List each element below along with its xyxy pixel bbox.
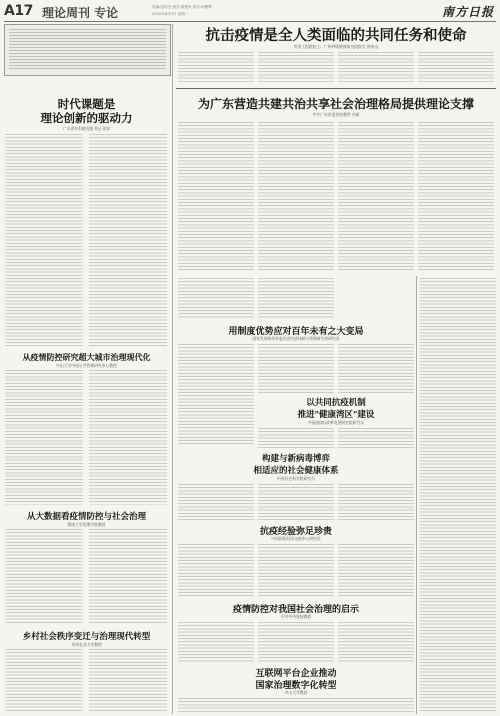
article-body <box>338 52 414 82</box>
article-body <box>258 52 334 82</box>
article-title-internet-1: 互联网平台企业推动 <box>255 669 337 679</box>
article-body <box>338 122 414 272</box>
byline-institutional-advantage: 国家发展和改革委员会经济体制与管理研究所研究员 <box>252 336 340 341</box>
article-body <box>89 370 167 505</box>
article-body <box>258 484 334 520</box>
newspaper-logo: 南方日报 <box>441 5 494 19</box>
article-body <box>338 544 414 598</box>
article-body <box>338 344 414 394</box>
page-number: A17 <box>4 3 33 19</box>
article-body <box>178 278 254 318</box>
article-body <box>178 622 254 662</box>
article-title-big-data: 从大数据看疫情防控与社会治理 <box>26 512 146 522</box>
article-body <box>258 122 334 272</box>
intro-text <box>9 29 166 71</box>
article-title-health-system-1: 构建与新病毒博弈 <box>261 454 330 464</box>
article-body <box>418 122 494 272</box>
article-body <box>178 122 254 272</box>
article-body <box>258 622 334 662</box>
byline-experience: 中国国际经济交流中心研究员 <box>271 536 321 541</box>
masthead <box>4 3 496 22</box>
publication-date: 2020年6月9日 星期一 <box>152 12 189 16</box>
article-body <box>89 529 167 625</box>
article-body <box>89 134 167 346</box>
article-title-health-system-2: 相适应的社会健康体系 <box>253 466 339 476</box>
byline-health-bay: 中国(海南)改革发展研究院研究员 <box>307 420 365 425</box>
article-body <box>258 278 334 318</box>
article-title-rural: 乡村社会秩序变迁与治理现代转型 <box>22 632 151 642</box>
byline-time-issue: 广东省社科联党组书记 张知 <box>63 126 110 131</box>
byline-rural: 华南农业大学教授 <box>71 642 102 647</box>
article-body <box>258 344 334 394</box>
byline-big-data: 暨南大学管理学院教授 <box>67 522 106 527</box>
column-divider <box>172 24 173 714</box>
article-title-time-issue-2: 理论创新的驱动力 <box>40 111 133 125</box>
intro-box <box>4 24 171 76</box>
article-body <box>5 134 83 346</box>
article-body <box>258 544 334 598</box>
article-body <box>5 529 83 625</box>
article-title-time-issue-1: 时代课题是 <box>57 97 116 111</box>
section-divider <box>176 88 496 89</box>
article-body <box>338 622 414 662</box>
article-title-megacity: 从疫情防控研究超大城市治理现代化 <box>22 352 151 362</box>
byline-guangdong-governance: 中共广东省委党校教授 李斌 <box>312 112 360 117</box>
article-body <box>178 544 254 598</box>
article-body <box>178 698 414 712</box>
column-divider <box>416 276 417 714</box>
byline-health-system: 中国社会科学院研究员 <box>277 476 315 481</box>
article-title-guangdong-governance: 为广东营造共建共治共享社会治理格局提供理论支撑 <box>197 97 474 111</box>
article-title-experience: 抗疫经验弥足珍贵 <box>259 527 332 537</box>
article-body <box>418 52 494 82</box>
byline-megacity: 中山大学中国公共管理研究中心教授 <box>56 363 117 368</box>
article-title-pandemic-mission: 抗击疫情是全人类面临的共同任务和使命 <box>205 27 467 44</box>
byline-pandemic-mission: 中国工程院院士、广州呼吸健康研究院院长 钟南山 <box>293 44 379 49</box>
byline-epidemic-lessons: 中共中央党校教授 <box>280 614 312 619</box>
article-body <box>5 370 83 505</box>
article-body <box>420 278 496 712</box>
article-body <box>89 649 167 711</box>
edit-info: 责编:屈均杰 版式:周俊凤 校对:孙俊辉 <box>152 5 212 9</box>
article-title-health-bay-2: 推进"健康湾区"建设 <box>297 410 375 420</box>
section-name: 理论周刊 专论 <box>42 6 119 20</box>
article-title-institutional-advantage: 用制度优势应对百年未有之大变局 <box>228 327 364 337</box>
article-body <box>178 52 254 82</box>
article-body <box>338 484 414 520</box>
article-body <box>258 428 334 448</box>
article-title-health-bay-1: 以共同抗疫机制 <box>306 398 366 408</box>
article-title-internet-2: 国家治理数字化转型 <box>255 681 337 691</box>
article-body <box>5 649 83 711</box>
article-body <box>178 344 254 444</box>
article-title-epidemic-lessons: 疫情防控对我国社会治理的启示 <box>232 605 359 615</box>
article-body <box>338 428 414 448</box>
byline-internet: 中山大学教授 <box>284 690 308 695</box>
article-body <box>178 484 254 520</box>
